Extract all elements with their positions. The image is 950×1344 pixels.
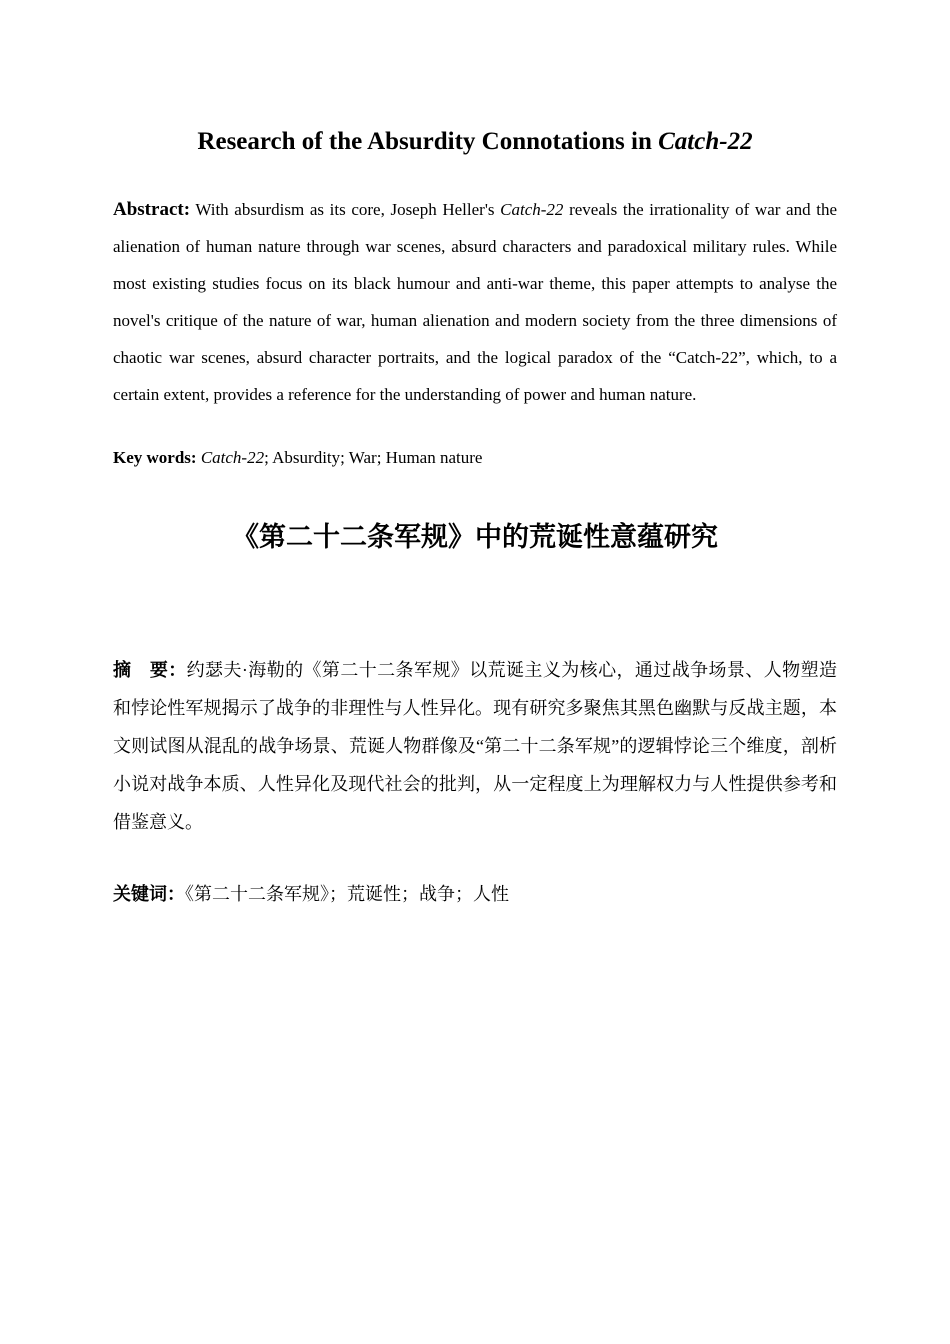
chinese-abstract-text: 约瑟夫·海勒的《第二十二条军规》以荒诞主义为核心，通过战争场景、人物塑造和悖论性军规揭示了战争的非理性与人性异化。现有研究多聚焦其黑色幽默与反战主题，本文则试图从混乱的战争场景、荒诞人物群像及“第二十二条军规”的逻辑悖论三个维度，剖析小说对战争本质、人性异化及现代社会的批判，从一定程度上为理解权力与人性提供参考和借鉴意义。 (113, 659, 837, 832)
chinese-keywords-label: 关键词： (113, 883, 185, 904)
chinese-keywords-text: 《第二十二条军规》；荒诞性；战争；人性 (185, 883, 509, 904)
text-segment: ; Absurdity; War; Human nature (264, 447, 483, 467)
text-segment: With absurdism as its core, Joseph Heller's (190, 199, 501, 219)
keywords-label: Key words: (113, 447, 197, 467)
english-abstract-text (113, 200, 837, 404)
chinese-title: 《第二十二条军规》中的荒诞性意蕴研究 (232, 521, 718, 552)
chinese-abstract (113, 651, 837, 841)
chinese-abstract-label: 摘 要： (113, 659, 187, 680)
abstract-label: Abstract: (113, 198, 191, 220)
text-segment: Catch-22 (200, 447, 265, 467)
english-abstract (113, 191, 837, 413)
text-segment: Research of the Absurdity Connotations in (197, 128, 659, 155)
text-segment: Catch-22 (658, 128, 753, 155)
text-segment: Catch-22 (500, 199, 564, 219)
english-keywords-text (197, 448, 483, 467)
english-title (113, 126, 837, 159)
chinese-keywords (113, 875, 837, 913)
text-segment: reveals the irrationality of war and the alienation of human nature through war scenes, absurd characters and paradoxical military rules. While most existing studies focus on its black humour and anti-war theme, this paper attempts to analyse the novel's critique of the nature of war, human alienation and modern society from the three dimensions of chaotic war scenes, absurd character portraits, and the logical paradox of the “Catch-22”, which, to a certain extent, provides a reference for the understanding of power and human nature. (113, 199, 837, 404)
english-keywords (113, 439, 837, 476)
